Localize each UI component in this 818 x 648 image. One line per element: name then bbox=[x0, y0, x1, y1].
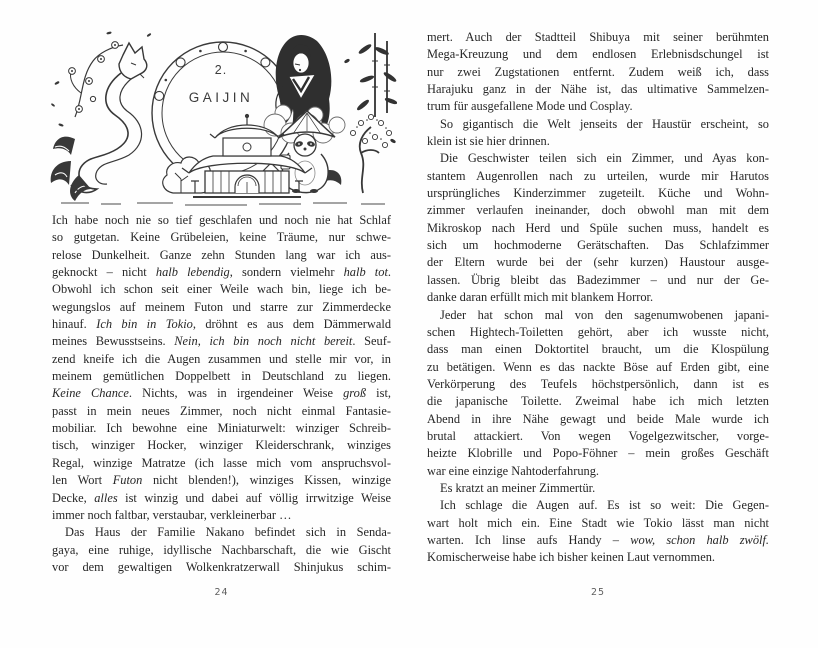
text-line: zend kneife ich die Augen zusammen und stelle mir vor, in bbox=[52, 351, 391, 366]
left-page-text bbox=[52, 212, 391, 576]
text-line: Obwohl ich schon seit einer Weile wach bin, liege ich be- bbox=[52, 282, 391, 297]
text-line: vor dem gewaltigen Wolkenkratzerwall Shinjukus schim- bbox=[52, 559, 391, 574]
text-line: Komischerweise habe ich bisher keinen Laut vernommen. bbox=[427, 550, 715, 565]
text-line: sich um hochmoderne Gerätschaften. Das Schlafzimmer bbox=[427, 238, 769, 253]
chapter-title: GAIJIN bbox=[188, 90, 254, 105]
text-line: lassen. Übrig bleibt das Badezimmer – und nur der Ge- bbox=[427, 272, 769, 287]
text-line: passt in mein neues Zimmer, noch nicht einmal Fantasie- bbox=[52, 403, 391, 418]
text-line: Regal, winzige Matratze (ich lasse mich vom anspruchsvol- bbox=[52, 455, 391, 470]
text-line: zimmer verlaufen ineinander, doch obwohl man mit dem bbox=[427, 203, 769, 218]
text-line: Das Haus der Familie Nakano befindet sich in Senda- bbox=[65, 525, 391, 540]
ground-line-icon bbox=[61, 203, 385, 205]
text-line: So gigantisch die Welt jenseits der Haustür erscheint, so bbox=[440, 116, 769, 131]
text-line: wart holt mich ein. Eine Stadt wie Tokio lässt man nicht bbox=[427, 515, 769, 530]
book-page-right bbox=[409, 0, 818, 648]
chapter-number: 2. bbox=[214, 63, 228, 77]
text-line: warten. Ich linse aufs Handy – wow, schon halb zwölf. bbox=[427, 532, 769, 547]
text-line: schen Hightech-Toiletten gehört, aber ich wusste nicht, bbox=[427, 324, 769, 339]
blossom-tree-icon bbox=[350, 114, 391, 193]
text-line: der Eltern wurde bei der (sehr kurzen) Haustour ausge- bbox=[427, 255, 769, 270]
cherry-blossoms-icon bbox=[51, 31, 152, 127]
text-line: danke daran erfüllt mich mit blankem Horror. bbox=[427, 290, 654, 305]
chapter-illustration bbox=[45, 20, 397, 208]
text-line: Ich habe noch nie so tief geschlafen und noch nie hat Schlaf bbox=[52, 213, 391, 227]
text-line: trum für ausgefallene Mode und Cosplay. bbox=[427, 99, 633, 114]
text-line: nur zwei Zugstationen entfernt. Zudem weiß ich, dass bbox=[427, 64, 769, 79]
text-line: war eine einzige Nahtoderfahrung. bbox=[427, 463, 600, 478]
text-line: Ich schlage die Augen auf. Es ist so weit: Die Gegen- bbox=[440, 498, 769, 513]
text-line: meinem gemütlichen Doppelbett in Deutschland zu liegen. bbox=[52, 369, 391, 384]
text-line: zu betätigen. Wenn es das nackte Böse auf Erden gibt, eine bbox=[427, 359, 769, 374]
text-line: Mikroskop nach Herd und Spüle suchen muss, handelt es bbox=[427, 220, 769, 235]
text-line: Es kratzt an meiner Zimmertür. bbox=[440, 480, 596, 495]
text-line: ursprüngliches Kinderzimmer zugeteilt. Küche und Wohn- bbox=[427, 186, 769, 201]
text-line: Die Geschwister teilen sich ein Zimmer, und Ayas kon- bbox=[440, 151, 769, 166]
text-line: Decke, alles ist winzig und dabei auf völlig irrwitzige Weise bbox=[52, 490, 391, 505]
text-line: Keine Chance. Nichts, was in irgendeiner Weise groß ist, bbox=[52, 386, 391, 401]
text-line: heizte Klobrille und Popo-Föhner – mein großes Geschäft bbox=[427, 446, 769, 461]
text-line: dass man einen Doktortitel braucht, um die Klospülung bbox=[427, 342, 769, 357]
text-line: stantem Augenrollen nach zu urteilen, wurde mir Harutos bbox=[427, 168, 769, 183]
text-line: Harajuku ganz in der Nähe ist, das ultimative Sammelzen- bbox=[427, 82, 769, 97]
text-line: die japanische Toilette. Zweimal habe ich mich letzten bbox=[427, 394, 769, 409]
text-line: wegungslos auf meinem Futon und starre zur Zimmerdecke bbox=[52, 299, 391, 314]
text-line: len Wort Futon nicht blenden!), winziges Kissen, winzige bbox=[52, 473, 391, 488]
right-page-text bbox=[427, 29, 769, 567]
text-line: hinauf. Ich bin in Tokio, dröhnt es aus dem Dämmerwald bbox=[52, 317, 392, 332]
text-line: gaya, eine ruhige, idyllische Nachbarschaft, die wie Gischt bbox=[52, 542, 391, 557]
text-line: mobiliar. Ich bewohne eine Miniaturwelt: winziger Schreib- bbox=[52, 421, 391, 436]
text-line: Jeder hat schon mal von den sagenumwobenen japani- bbox=[440, 307, 769, 322]
text-line: meines Bewusstseins. Nein, ich bin noch nicht bereit. Seuf- bbox=[52, 334, 391, 349]
text-line: immer noch faltbar, verstaubar, verkleinerbar … bbox=[52, 507, 292, 522]
text-line: brutal attackiert. Von wegen Vogelgezwitscher, vorge- bbox=[427, 428, 769, 443]
text-line: so gutgetan. Keine Grübeleien, keine Träume, nur schwe- bbox=[52, 230, 391, 245]
text-line: Abend in ihre Nähe gewagt und beide Male wurde ich bbox=[427, 411, 769, 426]
page-number-left: 24 bbox=[214, 587, 229, 598]
text-line: Verkörperung des Teufels höchstpersönlich, dann ist es bbox=[427, 376, 769, 391]
text-line: mert. Auch der Stadtteil Shibuya mit seiner berühmten bbox=[427, 30, 769, 44]
text-line: Mega-Kreuzung und dem endlosen Erlebnisdschungel ist bbox=[427, 47, 769, 62]
text-line: klein ist sie hier drinnen. bbox=[427, 134, 550, 149]
text-line: geknockt – nicht halb lebendig, sondern vielmehr halb tot. bbox=[52, 265, 391, 280]
text-line: tisch, winziger Hocker, winziger Kleiderschrank, winziges bbox=[52, 438, 391, 453]
page-number-right: 25 bbox=[590, 587, 606, 598]
text-line: relose Dunkelheit. Ganze zehn Stunden lang war ich aus- bbox=[52, 247, 391, 262]
